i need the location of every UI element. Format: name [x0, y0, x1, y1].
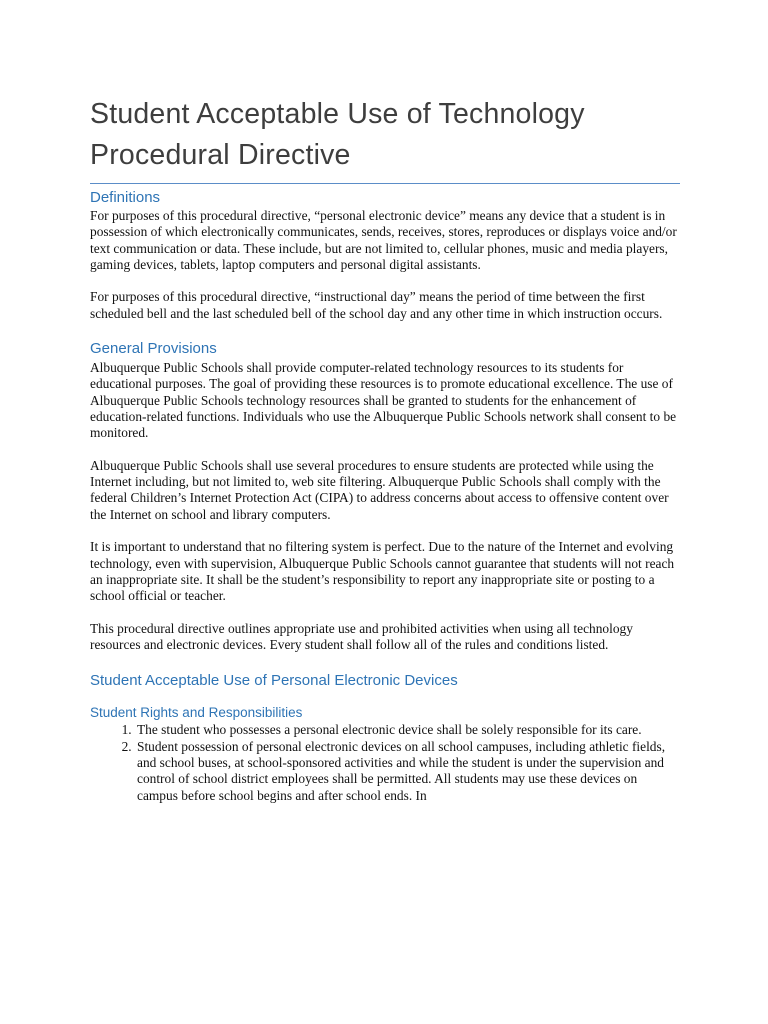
definitions-section — [90, 188, 680, 322]
title-line-1: Student Acceptable Use of Technology — [90, 98, 585, 130]
title-divider — [90, 183, 680, 184]
definitions-paragraph: For purposes of this procedural directive, “instructional day” means the period of time between the first scheduled bell and the last scheduled bell of the school day and any other time in which instruction occurs. — [90, 289, 663, 321]
title-line-2: Procedural Directive — [90, 139, 351, 171]
rights-list — [90, 722, 680, 803]
personal-devices-heading: Student Acceptable Use of Personal Electronic Devices — [90, 672, 458, 690]
list-item: 2. Student possession of personal electronic devices on all school campuses, including athletic fields, and school buses, at school-sponsored activities and while the student is under the supervision and control of school district employees shall be permitted. All students may use these devices on campus before school begins and after school ends. In — [135, 739, 680, 804]
document-page — [90, 94, 680, 804]
general-provisions-paragraph: It is important to understand that no filtering system is perfect. Due to the nature of the Internet and evolving technology, even with supervision, Albuquerque Public Schools cannot guarantee that students will not reach an inappropriate site. It shall be the student’s responsibility to report any inappropriate site or posting to a school official or teacher. — [90, 539, 675, 604]
general-provisions-section — [90, 339, 680, 653]
list-item: 1. The student who possesses a personal electronic device shall be solely responsible for its care. — [135, 722, 680, 738]
definitions-paragraph: For purposes of this procedural directive, “personal electronic device” means any device that a student is in possession of which electronically communicates, sends, receives, stores, reproduces or displays voice and/or text communication or data. These include, but are not limited to, cellular phones, music and media players, gaming devices, tablets, laptop computers and personal digital assistants. — [90, 208, 677, 272]
general-provisions-heading: General Provisions — [90, 340, 217, 358]
document-title — [90, 94, 680, 176]
general-provisions-paragraph: Albuquerque Public Schools shall use several procedures to ensure students are protected while using the Internet including, but not limited to, web site filtering. Albuquerque Public Schools shall comply with the federal Children’s Internet Protection Act (CIPA) to address concerns about access to offensive content over the Internet on school and library computers. — [90, 457, 669, 522]
rights-responsibilities-subheading: Student Rights and Responsibilities — [90, 705, 303, 721]
general-provisions-paragraph: Albuquerque Public Schools shall provide computer-related technology resources to its students for educational purposes. The goal of providing these resources is to promote educational excellence. The use of Albuquerque Public Schools technology resources shall be granted to students for the enhancement of education-related functions. Individuals who use the Albuquerque Public Schools network shall consent to be monitored. — [90, 360, 677, 441]
definitions-heading: Definitions — [90, 189, 161, 206]
general-provisions-paragraph: This procedural directive outlines appropriate use and prohibited activities when using all technology resources and electronic devices. Every student shall follow all of the rules and conditions listed. — [90, 620, 633, 653]
personal-devices-section — [90, 671, 680, 803]
